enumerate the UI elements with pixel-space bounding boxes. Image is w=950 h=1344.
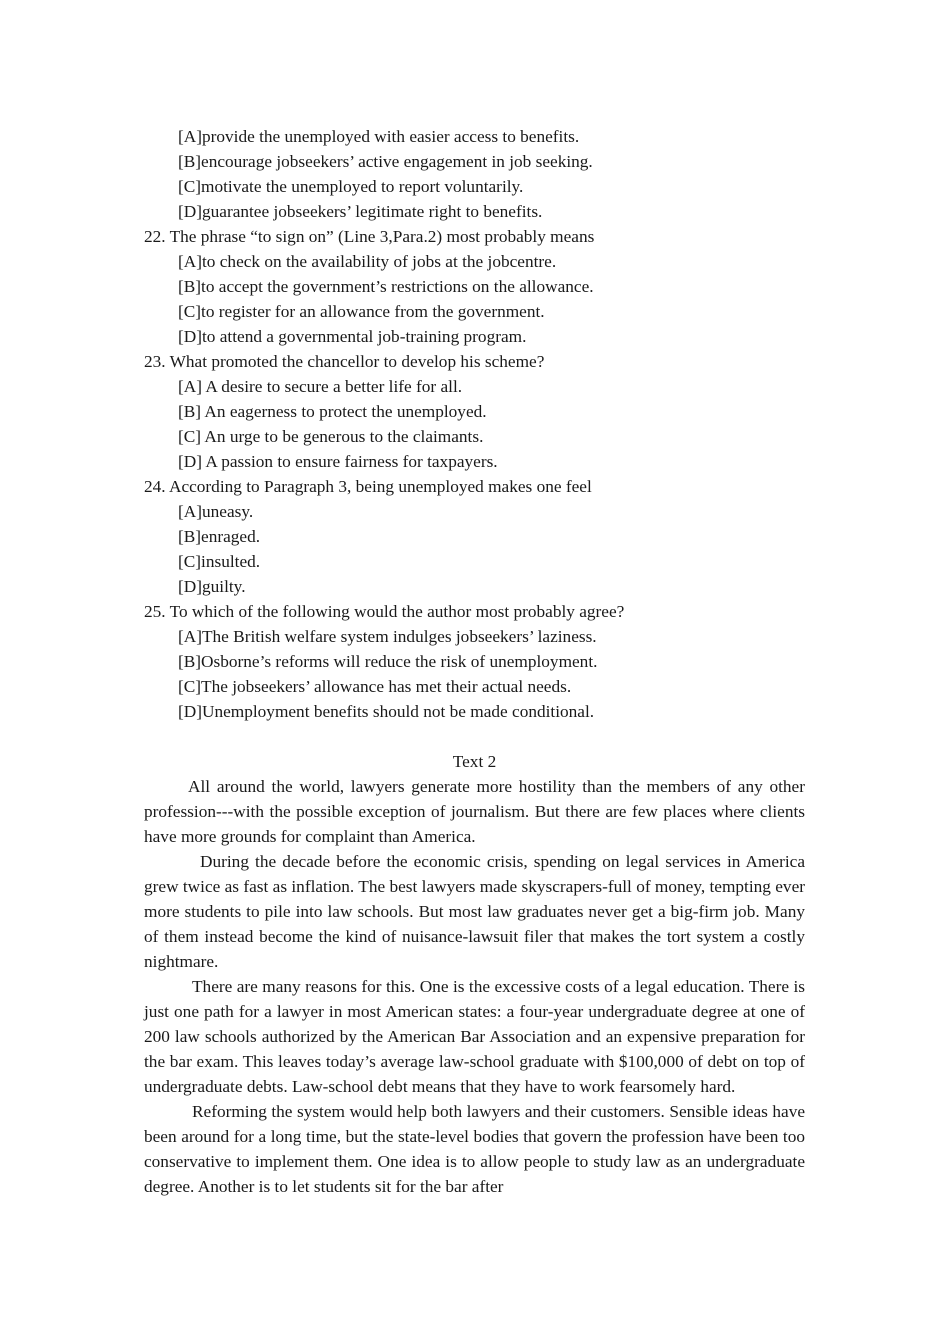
option-b: [B]enraged. bbox=[178, 527, 261, 546]
text-2-section bbox=[144, 749, 805, 1199]
q21-option-b: [B]encourage jobseekers’ active engagement in job seeking. bbox=[178, 152, 593, 171]
paragraph-3: There are many reasons for this. One is the excessive costs of a legal education. There is just one path for a lawyer in most American states: a four-year undergraduate degree at one of 200 law schools authorized by the American Bar Association and an expensive preparation for the bar exam. This leaves today’s average law-school graduate with $100,000 of debt on top of undergraduate debts. Law-school debt means that they have to work fearsomely hard. bbox=[144, 977, 805, 1096]
question-stem: 24. According to Paragraph 3, being unemployed makes one feel bbox=[144, 477, 592, 496]
paragraph-1: All around the world, lawyers generate more hostility than the members of any other profession---with the possible exception of journalism. But there are few places where clients have more grounds for complaint than America. bbox=[144, 777, 805, 846]
option-d: [D]to attend a governmental job-training program. bbox=[178, 327, 527, 346]
question-stem: 23. What promoted the chancellor to develop his scheme? bbox=[144, 352, 545, 371]
question-23 bbox=[144, 349, 805, 474]
option-d: [D]guilty. bbox=[178, 577, 246, 596]
question-25 bbox=[144, 599, 805, 724]
question-21-options bbox=[144, 124, 805, 224]
paragraph-2: During the decade before the economic crisis, spending on legal services in America grew twice as fast as inflation. The best lawyers made skyscrapers-full of money, tempting ever more students to pile into law schools. But most law graduates never get a big-firm job. Many of them instead become the kind of nuisance-lawsuit filer that makes the tort system a costly nightmare. bbox=[144, 852, 805, 971]
option-b: [B] An eagerness to protect the unemployed. bbox=[178, 402, 487, 421]
paragraph-4: Reforming the system would help both lawyers and their customers. Sensible ideas have been around for a long time, but the state-level bodies that govern the profession have been too conservative to implement them. One idea is to allow people to study law as an undergraduate degree. Another is to let students sit for the bar after bbox=[144, 1102, 805, 1196]
option-b: [B]to accept the government’s restrictions on the allowance. bbox=[178, 277, 594, 296]
option-a: [A]to check on the availability of jobs at the jobcentre. bbox=[178, 252, 557, 271]
question-stem: 25. To which of the following would the author most probably agree? bbox=[144, 602, 625, 621]
option-d: [D] A passion to ensure fairness for taxpayers. bbox=[178, 452, 498, 471]
q21-option-d: [D]guarantee jobseekers’ legitimate right to benefits. bbox=[178, 202, 543, 221]
option-a: [A]uneasy. bbox=[178, 502, 254, 521]
option-c: [C] An urge to be generous to the claimants. bbox=[178, 427, 484, 446]
q21-option-c: [C]motivate the unemployed to report voluntarily. bbox=[178, 177, 524, 196]
q21-option-a: [A]provide the unemployed with easier access to benefits. bbox=[178, 127, 580, 146]
question-24 bbox=[144, 474, 805, 599]
option-c: [C]insulted. bbox=[178, 552, 261, 571]
option-a: [A]The British welfare system indulges jobseekers’ laziness. bbox=[178, 627, 597, 646]
question-22 bbox=[144, 224, 805, 349]
option-c: [C]to register for an allowance from the government. bbox=[178, 302, 545, 321]
section-title: Text 2 bbox=[452, 752, 497, 771]
document-page bbox=[144, 124, 805, 1199]
option-a: [A] A desire to secure a better life for all. bbox=[178, 377, 463, 396]
option-d: [D]Unemployment benefits should not be made conditional. bbox=[178, 702, 595, 721]
blank-line bbox=[144, 724, 805, 749]
option-b: [B]Osborne’s reforms will reduce the risk of unemployment. bbox=[178, 652, 598, 671]
question-stem: 22. The phrase “to sign on” (Line 3,Para.2) most probably means bbox=[144, 227, 595, 246]
option-c: [C]The jobseekers’ allowance has met their actual needs. bbox=[178, 677, 572, 696]
